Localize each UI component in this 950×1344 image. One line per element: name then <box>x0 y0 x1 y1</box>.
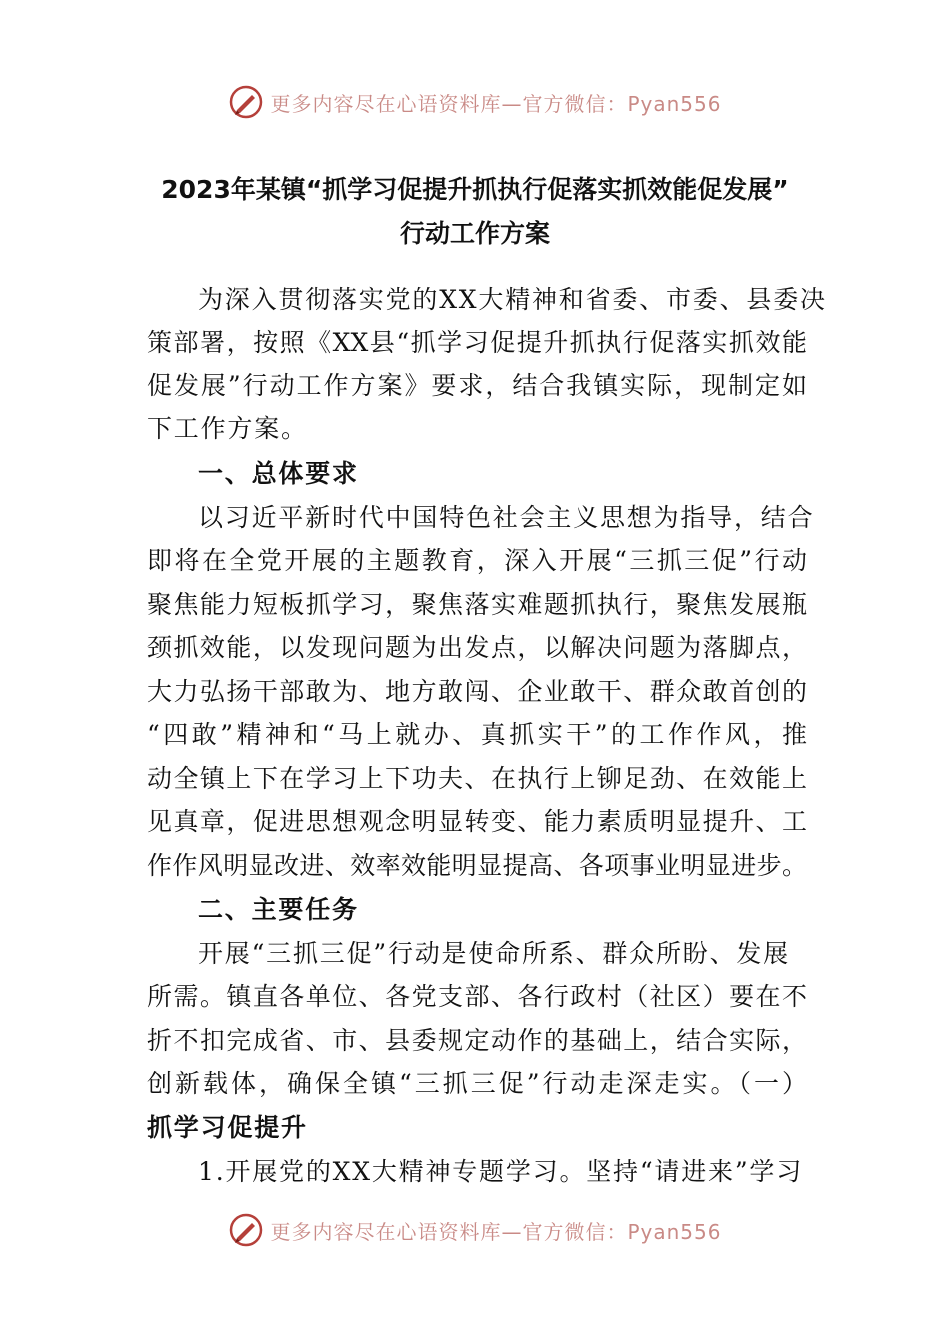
body-line: 即将在全党开展的主题教育，深入开展“三抓三促”行动 <box>147 546 807 575</box>
pen-logo-icon <box>228 84 264 120</box>
body-line: 颈抓效能，以发现问题为出发点，以解决问题为落脚点， <box>147 633 807 662</box>
subsection-heading: 抓学习促提升 <box>147 1113 308 1142</box>
body-line: 大力弘扬干部敢为、地方敢闯、企业敢干、群众敢首创的 <box>147 677 807 706</box>
pen-logo-icon <box>228 1212 264 1248</box>
body-line: 下工作方案。 <box>147 414 308 443</box>
document-title-line-2: 行动工作方案 <box>399 219 550 248</box>
watermark-text: 更多内容尽在心语资料库—官方微信：Pyan556 <box>270 1219 722 1244</box>
section-heading-1: 一、总体要求 <box>198 459 359 488</box>
body-line: 为深入贯彻落实党的XX大精神和省委、市委、县委决 <box>198 285 827 314</box>
body-line: 开展“三抓三促”行动是使命所系、群众所盼、发展 <box>198 939 790 968</box>
watermark-bottom <box>0 1208 950 1252</box>
body-line: 以习近平新时代中国特色社会主义思想为指导，结合 <box>198 503 815 532</box>
body-line: 创新载体，确保全镇“三抓三促”行动走深走实。（一） <box>147 1069 807 1098</box>
body-line: 所需。镇直各单位、各党支部、各行政村（社区）要在不 <box>147 982 807 1011</box>
body-line: 策部署，按照《XX县“抓学习促提升抓执行促落实抓效能 <box>147 328 807 357</box>
body-line: 见真章，促进思想观念明显转变、能力素质明显提升、工 <box>147 807 807 836</box>
body-line: 动全镇上下在学习上下功夫、在执行上铆足劲、在效能上 <box>147 764 807 793</box>
body-line: “四敢”精神和“马上就办、真抓实干”的工作作风，推 <box>147 720 807 749</box>
watermark-top <box>0 80 950 124</box>
document-title-line-1: 2023年某镇“抓学习促提升抓执行促落实抓效能促发展” <box>161 175 789 204</box>
section-heading-2: 二、主要任务 <box>198 895 359 924</box>
body-line: 聚焦能力短板抓学习，聚焦落实难题抓执行，聚焦发展瓶 <box>147 590 807 619</box>
body-line: 促发展”行动工作方案》要求，结合我镇实际，现制定如 <box>147 371 807 400</box>
body-line: 折不扣完成省、市、县委规定动作的基础上，结合实际， <box>147 1026 807 1055</box>
body-line: 1.开展党的XX大精神专题学习。坚持“请进来”学习 <box>198 1157 804 1186</box>
body-line: 作作风明显改进、效率效能明显提高、各项事业明显进步。 <box>147 851 807 880</box>
watermark-text: 更多内容尽在心语资料库—官方微信：Pyan556 <box>270 91 722 116</box>
